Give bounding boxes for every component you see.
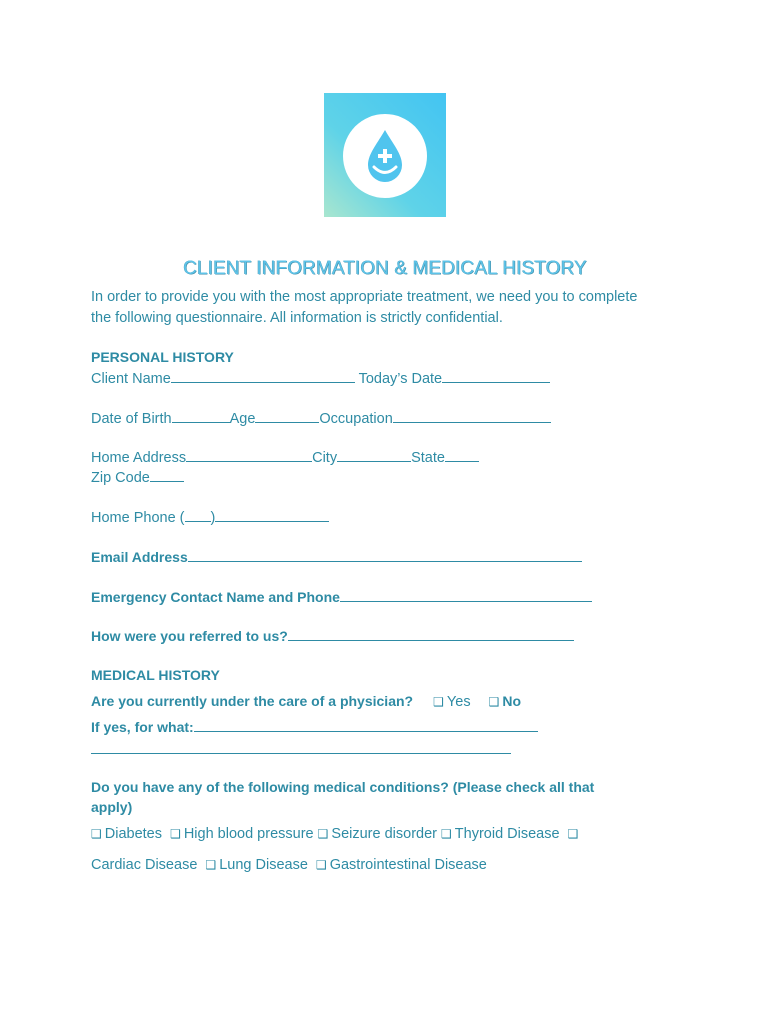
water-drop-plus-icon [343,114,427,198]
intro-text-line-1: In order to provide you with the most appropriate treatment, we need you to complete [91,289,638,305]
home-phone-label: Home Phone ( [91,510,185,526]
conditions-question-line-2: apply) [91,799,133,815]
zip-field[interactable] [150,468,184,482]
condition-seizure-disorder[interactable] [318,826,437,842]
dob-field[interactable] [172,409,230,423]
condition-label: Thyroid Disease [454,826,560,842]
checkbox-icon: ❑ [170,827,181,841]
zip-row [91,468,184,487]
intro-text-line-2: the following questionnaire. All information is strictly confidential. [91,310,503,326]
physician-question: Are you currently under the care of a physician? [91,693,414,709]
client-name-field[interactable] [171,369,355,383]
condition-label: Gastrointestinal Disease [329,857,487,873]
email-label: Email Address [91,549,188,565]
email-row [91,548,582,566]
logo-circle [343,114,427,198]
condition-thyroid-disease[interactable] [441,826,560,842]
medical-history-heading: MEDICAL HISTORY [91,667,220,683]
dob-label: Date of Birth [91,411,172,427]
personal-history-heading: PERSONAL HISTORY [91,349,234,365]
checkbox-icon: ❑ [205,858,217,872]
if-yes-row [91,718,538,736]
conditions-row-2 [91,856,487,874]
condition-label: High blood pressure [183,826,314,842]
condition-gastrointestinal-disease[interactable] [316,857,487,873]
condition-label: Diabetes [104,826,162,842]
condition-label: Seizure disorder [331,826,437,842]
client-name-row [91,369,550,388]
yes-label: Yes [446,694,471,710]
checkbox-icon: ❑ [488,695,500,709]
if-yes-label: If yes, for what: [91,719,194,735]
referred-label: How were you referred to us? [91,628,288,644]
referred-field[interactable] [288,627,574,641]
condition-high-blood-pressure[interactable] [170,826,314,842]
logo [324,93,446,217]
age-field[interactable] [255,409,319,423]
emergency-row [91,588,592,606]
condition-diabetes[interactable] [91,826,162,842]
checkbox-icon: ❑ [91,827,102,841]
address-row [91,448,479,467]
home-phone-field[interactable] [215,508,329,522]
conditions-question-line-1: Do you have any of the following medical conditions? (Please check all that [91,779,595,795]
age-label: Age [229,411,256,427]
occupation-label: Occupation [319,411,393,427]
checkbox-icon: ❑ [441,827,452,841]
referred-row [91,627,574,645]
form-title: CLIENT INFORMATION & MEDICAL HISTORY [183,258,587,279]
physician-no-option[interactable] [489,694,521,710]
city-field[interactable] [337,448,411,462]
state-label: State [411,450,445,466]
dob-row [91,409,551,428]
conditions-row-1 [91,825,581,843]
condition-label: Lung Disease [219,857,308,873]
physician-yes-option[interactable] [433,694,470,710]
if-yes-continuation-row [91,740,511,759]
area-code-field[interactable] [185,508,211,522]
checkbox-icon: ❑ [317,827,329,841]
email-field[interactable] [188,548,582,562]
if-yes-field[interactable] [194,718,538,732]
state-field[interactable] [445,448,479,462]
city-label: City [312,450,338,466]
if-yes-field-line-2[interactable] [91,740,511,754]
home-address-label: Home Address [91,450,187,466]
checkbox-icon: ❑ [433,695,444,709]
condition-lung-disease[interactable] [205,857,307,873]
todays-date-field[interactable] [442,369,550,383]
client-name-label: Client Name [91,371,171,387]
zip-label: Zip Code [91,470,150,486]
home-address-field[interactable] [186,448,312,462]
physician-row [91,692,521,711]
checkbox-icon[interactable]: ❑ [567,827,579,841]
emergency-field[interactable] [340,588,592,602]
todays-date-label: Today’s Date [358,371,443,387]
home-phone-paren: ) [210,510,216,526]
condition-cardiac-disease[interactable]: Cardiac Disease [91,857,198,873]
occupation-field[interactable] [393,409,551,423]
home-phone-row [91,508,329,527]
no-label: No [502,693,522,709]
emergency-label: Emergency Contact Name and Phone [91,589,340,605]
checkbox-icon: ❑ [315,858,327,872]
